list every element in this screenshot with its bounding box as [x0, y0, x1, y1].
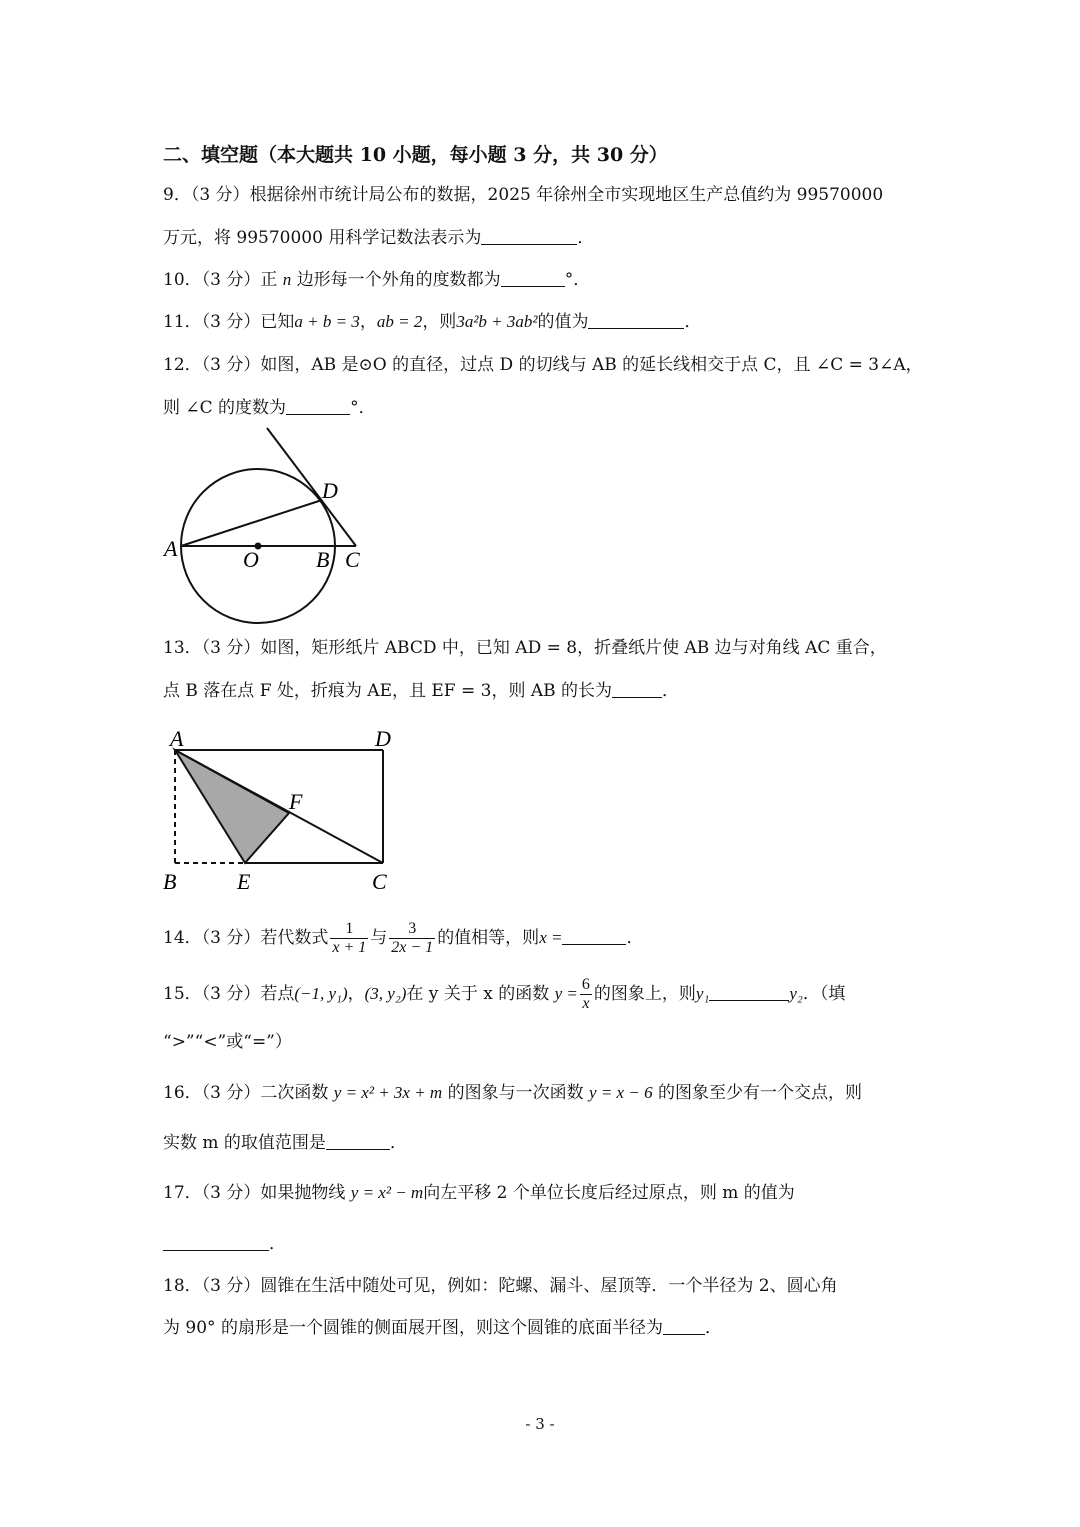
question-15-line-1: 15．（3 分）若点(−1, y₁)，(3, y₂)在 y 关于 x 的函数 y = $\frac{6}{x}$ 的图象上，则y₁ y₂．（填 [163, 976, 846, 1012]
answer-blank-17[interactable] [163, 1232, 269, 1251]
question-12-line-1: 12．（3 分）如图，AB 是⊙O 的直径，过点 D 的切线与 AB 的延长线相交于点 C，且 ∠C = 3∠A， [163, 355, 923, 375]
page-number: - 3 - [525, 1415, 555, 1433]
label-f: F [289, 789, 303, 814]
question-9-line-2: 万元，将 99570000 用科学记数法表示为 ． [163, 228, 595, 248]
answer-blank-10[interactable] [501, 268, 565, 287]
diagonal-ac [175, 750, 383, 863]
label-a: A [170, 726, 184, 751]
question-10: 10．（3 分）正 n 边形每一个外角的度数都为 °． [163, 270, 591, 290]
answer-blank-11[interactable] [588, 310, 684, 329]
question-17-line-1: 17．（3 分）如果抛物线 y = x² − m向左平移 2 个单位长度后经过原点，则 m 的值为 [163, 1183, 795, 1203]
label-c: C [345, 547, 360, 572]
question-16-line-2: 实数 m 的取值范围是 ． [163, 1133, 407, 1153]
answer-blank-16[interactable] [326, 1131, 390, 1150]
fraction-6-over-x: $\frac{6}{x}$ [581, 976, 590, 1012]
answer-blank-18[interactable] [663, 1316, 705, 1335]
section-title: 二、填空题（本大题共 10 小题，每小题 3 分，共 30 分） [163, 144, 668, 166]
label-c: C [372, 869, 387, 894]
question-18-line-2: 为 90° 的扇形是一个圆锥的侧面展开图，则这个圆锥的底面半径为 ． [163, 1318, 722, 1338]
question-18-line-1: 18．（3 分）圆锥在生活中随处可见，例如：陀螺、漏斗、屋顶等．一个半径为 2、圆心角 [163, 1276, 838, 1296]
question-13-line-2: 点 B 落在点 F 处，折痕为 AE，且 EF = 3，则 AB 的长为 ． [163, 681, 680, 701]
label-e: E [237, 869, 251, 894]
question-16-line-1: 16．（3 分）二次函数 y = x² + 3x + m 的图象与一次函数 y = x − 6 的图象至少有一个交点，则 [163, 1083, 862, 1103]
circle-tangent-figure [150, 420, 390, 630]
fraction-1: $\frac{1}{x + 1}$ [332, 920, 367, 956]
question-15-line-2: “>”“<”或“=”） [163, 1032, 292, 1052]
question-11: 11．（3 分）已知a + b = 3，ab = 2，则3a²b + 3ab²的值为 ． [163, 312, 702, 332]
question-13-line-1: 13．（3 分）如图，矩形纸片 ABCD 中，已知 AD = 8，折叠纸片使 AB 边与对角线 AC 重合， [163, 638, 887, 658]
answer-blank-9[interactable] [481, 226, 577, 245]
fraction-2: $\frac{3}{2x - 1}$ [391, 920, 434, 956]
label-a: A [164, 536, 178, 561]
shaded-triangle-afe [175, 750, 289, 863]
label-o: O [243, 547, 259, 572]
answer-blank-15[interactable] [709, 982, 789, 1001]
rectangle-fold-figure [155, 720, 405, 895]
answer-blank-12[interactable] [286, 396, 350, 415]
label-b: B [316, 547, 330, 572]
tangent-line [267, 428, 356, 546]
question-12-line-2: 则 ∠C 的度数为 °． [163, 398, 376, 418]
question-17-line-2: ． [163, 1232, 286, 1256]
chord-ad [181, 500, 322, 546]
question-9-line-1: 9．（3 分）根据徐州市统计局公布的数据，2025 年徐州全市实现地区生产总值约为 99570000 [163, 185, 884, 205]
label-d: D [322, 478, 338, 503]
answer-blank-14[interactable] [562, 926, 626, 945]
answer-blank-13[interactable] [612, 679, 662, 698]
label-b: B [163, 869, 177, 894]
question-14: 14．（3 分）若代数式 $\frac{1}{x + 1}$ 与 $\frac{3}{2x - 1}$ 的值相等，则x = ． [163, 920, 644, 956]
label-d: D [375, 726, 391, 751]
